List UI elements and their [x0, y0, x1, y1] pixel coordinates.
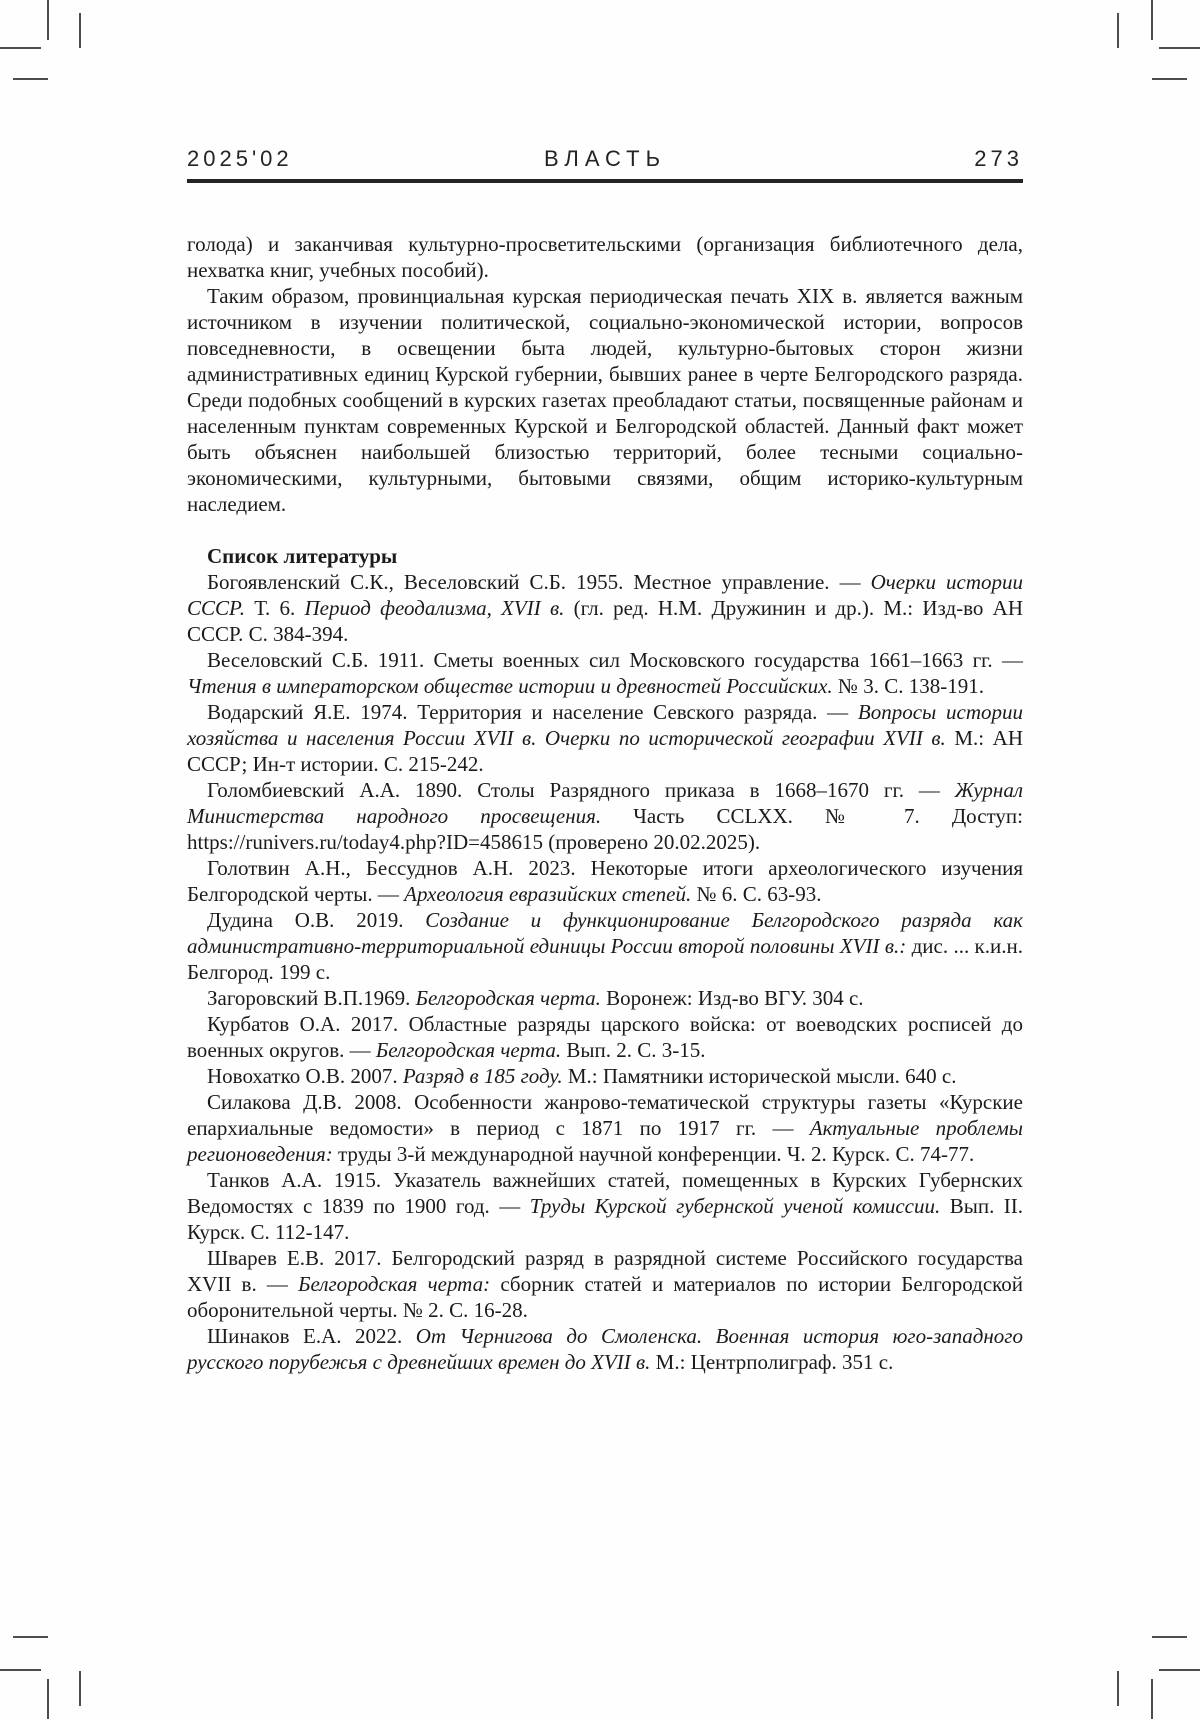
bibliography-entry [187, 985, 1023, 1011]
crop-mark-bottom-right-outer-vertical [1151, 1679, 1153, 1719]
page-number: 273 [974, 146, 1023, 171]
crop-mark-bottom-left-inner-horizontal [13, 1636, 48, 1638]
crop-mark-bottom-right-inner-horizontal [1152, 1636, 1187, 1638]
crop-mark-top-right-inner-horizontal [1152, 78, 1187, 80]
text-segment: сборник статей и материалов по истории Белгородской оборонительной черты. № 2. С. 16-28. [187, 1272, 1024, 1322]
source-title-segment: Археология евразийских степей. [404, 882, 692, 906]
bibliography-entry [187, 699, 1023, 777]
source-title-segment: Создание и функционирование Белгородского разряда как административно-территориальной единицы России второй половины XVII в.: [187, 908, 1023, 958]
text-segment: Водарский Я.Е. 1974. Территория и население Севского разряда. — [207, 700, 858, 724]
text-segment: М.: Памятники исторической мысли. 640 с. [562, 1064, 957, 1088]
source-title-segment: Период феодализма, XVII в. [304, 596, 565, 620]
source-title-segment: Очерки истории СССР. [187, 570, 1023, 620]
bibliography-entry [187, 1323, 1023, 1375]
text-segment: Часть CCLXX. № 7. Доступ: https://runivers.ru/today4.php?ID=458615 (проверено 20.02.2025). [187, 804, 1023, 854]
bibliography-entry [187, 1089, 1023, 1167]
bibliography-entry [187, 907, 1023, 985]
text-segment: Новохатко О.В. 2007. [207, 1064, 403, 1088]
text-segment: Шинаков Е.А. 2022. [207, 1324, 416, 1348]
text-segment: Голотвин А.Н., Бессуднов А.Н. 2023. Некоторые итоги археологического изучения Белгородской черты. — [187, 856, 1023, 906]
bibliography-heading: Список литературы [207, 544, 398, 568]
source-title-segment: Актуальные проблемы регионоведения: [187, 1116, 1024, 1166]
bibliography-entry [187, 1167, 1023, 1245]
crop-mark-top-left-inner-vertical [79, 13, 81, 48]
source-title-segment: Журнал Министерства народного просвещения. [187, 778, 1023, 828]
bibliography-entry [187, 855, 1023, 907]
text-segment: Курбатов О.А. 2017. Областные разряды царского войска: от воеводских росписей до военных округов. — [187, 1012, 1023, 1062]
page-header [187, 146, 1023, 172]
text-segment: М.: Центрполиграф. 351 с. [650, 1350, 894, 1374]
bibliography-list [187, 569, 1023, 1375]
crop-mark-top-left-outer-vertical [47, 0, 49, 40]
crop-mark-top-right-outer-horizontal [1159, 47, 1200, 49]
source-title-segment: Белгородская черта. [375, 1038, 562, 1062]
paragraph-container [187, 231, 1023, 517]
crop-mark-bottom-left-inner-vertical [79, 1671, 81, 1706]
issue-label: 2025'02 [187, 146, 293, 171]
bibliography-entry [187, 647, 1023, 699]
source-title-segment: Вопросы истории хозяйства и населения России XVII в. Очерки по исторической географии XVII в. [187, 700, 1023, 750]
text-segment: Воронеж: Изд-во ВГУ. 304 с. [600, 986, 864, 1010]
text-segment: Шварев Е.В. 2017. Белгородский разряд в разрядной системе Российского государства XVII в. — [187, 1246, 1023, 1296]
source-title-segment: Чтения в императорском обществе истории и древностей Российских. [187, 674, 833, 698]
source-title-segment: Белгородская черта: [298, 1272, 491, 1296]
text-segment: Богоявленский С.К., Веселовский С.Б. 1955. Местное управление. — [207, 570, 871, 594]
text-segment: Силакова Д.В. 2008. Особенности жанрово-тематической структуры газеты «Курские епархиальные ведомости» в период с 1871 по 1917 гг. — [187, 1090, 1023, 1140]
bibliography-entry [187, 1063, 1023, 1089]
paragraph: голода) и заканчивая культурно-просветительскими (организация библиотечного дела, нехватка книг, учебных пособий). [187, 232, 1023, 282]
crop-mark-top-left-outer-horizontal [0, 47, 41, 49]
source-title-segment: Труды Курской губернской ученой комиссии. [529, 1194, 941, 1218]
journal-title: ВЛАСТЬ [543, 146, 667, 171]
bibliography-entry [187, 1245, 1023, 1323]
source-title-segment: Разряд в 185 году. [402, 1064, 563, 1088]
text-segment: Веселовский С.Б. 1911. Сметы военных сил Московского государства 1661–1663 гг. — [207, 648, 1023, 672]
bibliography-entry [187, 569, 1023, 647]
header-rule [187, 179, 1023, 183]
text-segment: Вып. 2. С. 3-15. [561, 1038, 706, 1062]
text-segment: Танков А.А. 1915. Указатель важнейших статей, помещенных в Курских Губернских Ведомостях с 1839 по 1900 год. — [187, 1168, 1023, 1218]
crop-mark-bottom-right-inner-vertical [1117, 1671, 1119, 1706]
text-segment: № 6. С. 63-93. [691, 882, 822, 906]
bibliography-entry [187, 1011, 1023, 1063]
text-segment: М.: АН СССР; Ин-т истории. С. 215-242. [187, 726, 1023, 776]
text-block [187, 146, 1023, 1375]
text-segment: Дудина О.В. 2019. [207, 908, 426, 932]
crop-mark-top-left-inner-horizontal [13, 78, 48, 80]
text-segment: дис. ... к.и.н. Белгород. 199 с. [187, 934, 1023, 984]
text-segment: Голомбиевский А.А. 1890. Столы Разрядного приказа в 1668–1670 гг. — [207, 778, 955, 802]
text-segment: Т. 6. [245, 596, 305, 620]
text-segment: № 3. С. 138-191. [832, 674, 984, 698]
crop-mark-top-right-outer-vertical [1151, 0, 1153, 40]
crop-mark-top-right-inner-vertical [1117, 13, 1119, 48]
source-title-segment: От Чернигова до Смоленска. Военная история юго-западного русского порубежья с древнейших времен до XVII в. [187, 1324, 1023, 1374]
text-segment: Вып. II. Курск. С. 112-147. [187, 1194, 1024, 1244]
crop-mark-bottom-left-outer-vertical [47, 1679, 49, 1719]
text-segment: Загоровский В.П.1969. [207, 986, 416, 1010]
paragraph: Таким образом, провинциальная курская периодическая печать XIX в. является важным источником в изучении политической, социально-экономической истории, вопросов повседневности, в освещении быта людей, культурно-бытовых сторон жизни административных единиц Курской губернии, бывших ранее в черте Белгородского разряда. Среди подобных сообщений в курских газетах преобладают статьи, посвященные районам и населенным пунктам современных Курской и Белгородской областей. Данный факт может быть объяснен наибольшей близостью территорий, более тесными социально-экономическими, культурными, бытовыми связями, общим историко-культурным наследием. [187, 284, 1023, 516]
crop-mark-bottom-right-outer-horizontal [1159, 1669, 1200, 1671]
text-segment: (гл. ред. Н.М. Дружинин и др.). М.: Изд-во АН СССР. С. 384-394. [187, 596, 1023, 646]
article-body [187, 231, 1023, 1375]
text-segment: труды 3-й международной научной конференции. Ч. 2. Курск. С. 74-77. [332, 1142, 975, 1166]
crop-mark-bottom-left-outer-horizontal [0, 1669, 41, 1671]
source-title-segment: Белгородская черта. [415, 986, 601, 1010]
bibliography-entry [187, 777, 1023, 855]
